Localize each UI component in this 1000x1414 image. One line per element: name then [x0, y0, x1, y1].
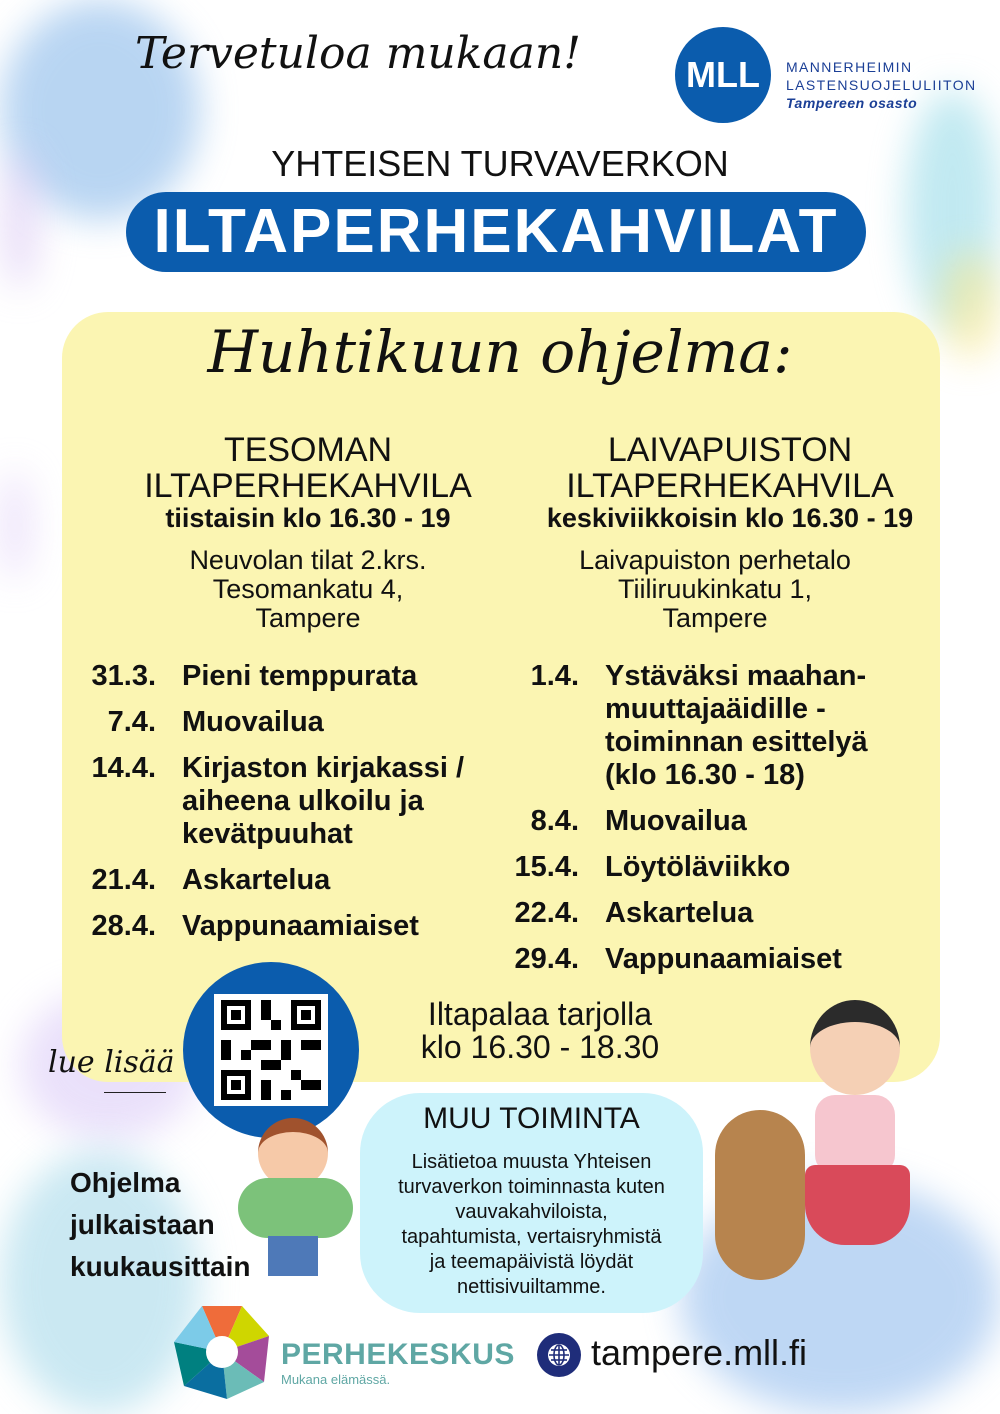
- laivapuisto-event-list: [505, 660, 868, 976]
- tesoma-event-list: [75, 660, 464, 943]
- monthly-note: Ohjelma julkaistaan kuukausittain: [70, 1167, 251, 1282]
- event-date: 29.4.: [514, 943, 579, 975]
- event-row: [505, 851, 868, 884]
- qr-code[interactable]: [214, 994, 328, 1106]
- program-heading: Huhtikuun ohjelma:: [207, 318, 793, 386]
- cafe-name-line: ILTAPERHEKAHVILA: [566, 467, 894, 505]
- event-title: Muovailua: [182, 706, 324, 738]
- event-row: [505, 660, 868, 792]
- event-date: 22.4.: [514, 897, 579, 929]
- event-row: [505, 943, 868, 976]
- event-title: Pieni temppurata: [182, 660, 418, 692]
- event-date: 14.4.: [91, 752, 156, 784]
- tesoma-time: tiistaisin klo 16.30 - 19: [165, 503, 451, 533]
- perhekeskus-tagline: Mukana elämässä.: [281, 1372, 391, 1387]
- logo-line: LASTENSUOJELULIITON: [786, 77, 977, 93]
- event-row: [505, 897, 868, 930]
- event-row: [75, 752, 464, 851]
- tesoma-address: Neuvolan tilat 2.krs. Tesomankatu 4, Tampere: [189, 545, 427, 633]
- watercolor-decoration: [0, 470, 30, 580]
- page-title: ILTAPERHEKAHVILAT: [126, 192, 866, 272]
- event-date: 15.4.: [514, 851, 579, 883]
- event-title: Kirjaston kirjakassi / aiheena ulkoilu ja kevätpuuhat: [182, 752, 465, 850]
- event-title: Muovailua: [605, 805, 747, 837]
- event-date: 28.4.: [91, 910, 156, 942]
- event-row: [505, 805, 868, 838]
- cafe-name-line: TESOMAN: [223, 431, 393, 469]
- event-date: 7.4.: [107, 706, 156, 738]
- laivapuisto-time: keskiviikkoisin klo 16.30 - 19: [546, 503, 914, 533]
- read-more-text: lue lisää: [48, 1045, 175, 1080]
- boy-with-dinosaur-illustration: [238, 1118, 353, 1278]
- event-row: [75, 660, 464, 693]
- logo-line: Tampereen osasto: [786, 95, 918, 111]
- event-title: Vappunaamiaiset: [605, 943, 842, 975]
- mll-logo: MLL: [675, 27, 771, 123]
- other-activities-text: Lisätietoa muusta Yhteisen turvaverkon toiminnasta kuten vauvakahviloista, tapahtumista, vertaisryhmistä ja teemapäivistä löydät nettisivuiltamme.: [398, 1151, 665, 1298]
- tesoma-cafe-name: [108, 432, 508, 504]
- globe-icon: [537, 1333, 581, 1377]
- event-title: Löytöläviikko: [605, 851, 791, 883]
- welcome-text: Tervetuloa mukaan!: [135, 28, 581, 79]
- event-date: 21.4.: [91, 864, 156, 896]
- event-date: 31.3.: [91, 660, 156, 692]
- event-date: 8.4.: [530, 805, 579, 837]
- arrow-right-icon: [104, 1092, 166, 1093]
- teddy-bear-illustration: [715, 1110, 805, 1280]
- perhekeskus-brand: PERHEKESKUS: [281, 1338, 515, 1371]
- event-title: Askartelua: [605, 897, 754, 929]
- qr-code-icon: [220, 1000, 322, 1100]
- event-row: [75, 864, 464, 897]
- snack-info: Iltapalaa tarjolla klo 16.30 - 18.30: [420, 996, 660, 1065]
- cafe-name-line: ILTAPERHEKAHVILA: [144, 467, 472, 505]
- mll-logo-text: [786, 58, 977, 112]
- other-activities-title: MUU TOIMINTA: [423, 1102, 640, 1135]
- cafe-name-line: LAIVAPUISTON: [607, 431, 853, 469]
- subtitle: YHTEISEN TURVAVERKON: [271, 143, 729, 184]
- laivapuisto-cafe-name: [520, 432, 940, 504]
- event-title: Vappunaamiaiset: [182, 910, 419, 942]
- perhekeskus-logo-icon: [172, 1304, 272, 1400]
- laivapuisto-address: Laivapuiston perhetalo Tiiliruukinkatu 1, Tampere: [579, 545, 851, 633]
- logo-line: MANNERHEIMIN: [786, 59, 913, 75]
- event-row: [75, 910, 464, 943]
- website-link[interactable]: tampere.mll.fi: [591, 1332, 808, 1373]
- event-date: 1.4.: [530, 660, 579, 692]
- event-title: Askartelua: [182, 864, 331, 896]
- event-title: Ystäväksi maahan- muuttajaäidille - toiminnan esittelyä (klo 16.30 - 18): [605, 660, 868, 791]
- event-row: [75, 706, 464, 739]
